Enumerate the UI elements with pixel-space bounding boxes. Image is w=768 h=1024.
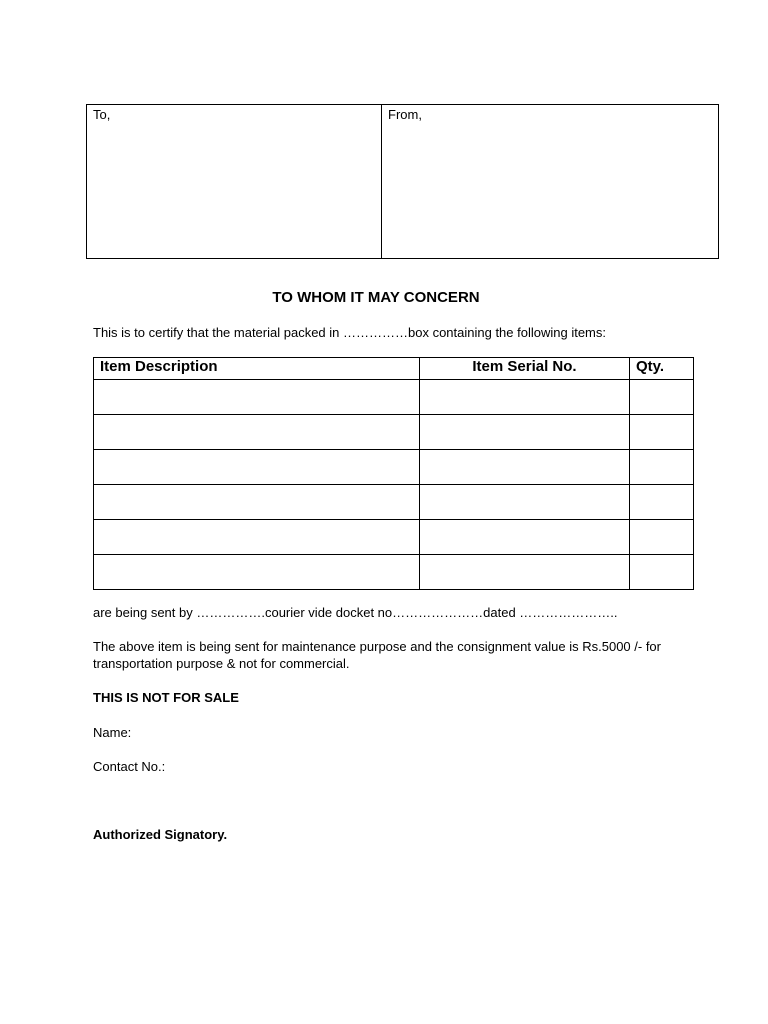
cell-item-description bbox=[94, 450, 420, 485]
cell-item-description bbox=[94, 380, 420, 415]
cell-item-description bbox=[94, 415, 420, 450]
table-row bbox=[94, 415, 694, 450]
cell-item-description bbox=[94, 485, 420, 520]
cell-item-description bbox=[94, 520, 420, 555]
table-row bbox=[94, 520, 694, 555]
header-item-description: Item Description bbox=[94, 358, 420, 380]
header-qty: Qty. bbox=[630, 358, 694, 380]
cell-qty bbox=[630, 520, 694, 555]
table-row bbox=[94, 555, 694, 590]
from-label: From, bbox=[388, 107, 422, 122]
cell-qty bbox=[630, 415, 694, 450]
cell-item-serial-no bbox=[420, 520, 630, 555]
cell-qty bbox=[630, 485, 694, 520]
not-for-sale-notice: THIS IS NOT FOR SALE bbox=[93, 690, 239, 705]
authorized-signatory: Authorized Signatory. bbox=[93, 827, 228, 842]
cell-item-serial-no bbox=[420, 485, 630, 520]
name-label: Name: bbox=[93, 725, 132, 740]
sent-by-text: are being sent by …………….courier vide docket no…………………dated ………………….. bbox=[93, 605, 618, 620]
contact-label: Contact No.: bbox=[93, 759, 166, 774]
cell-item-serial-no bbox=[420, 555, 630, 590]
to-label: To, bbox=[93, 107, 111, 122]
document-title: TO WHOM IT MAY CONCERN bbox=[272, 289, 480, 306]
cell-qty bbox=[630, 450, 694, 485]
cell-item-serial-no bbox=[420, 450, 630, 485]
table-header-row bbox=[94, 358, 694, 380]
to-address-cell bbox=[87, 105, 382, 258]
table-row bbox=[94, 485, 694, 520]
table-row bbox=[94, 380, 694, 415]
purpose-text: The above item is being sent for maintenance purpose and the consignment value is Rs.5000 /- for transportation purpose & not for commercial. bbox=[93, 639, 661, 671]
table-row bbox=[94, 450, 694, 485]
items-table bbox=[93, 357, 694, 590]
from-address-cell bbox=[382, 105, 718, 258]
cell-qty bbox=[630, 555, 694, 590]
cell-item-serial-no bbox=[420, 380, 630, 415]
cell-item-serial-no bbox=[420, 415, 630, 450]
address-box bbox=[86, 104, 719, 259]
cell-item-description bbox=[94, 555, 420, 590]
cell-qty bbox=[630, 380, 694, 415]
header-item-serial-no: Item Serial No. bbox=[420, 358, 630, 380]
certify-text: This is to certify that the material packed in ……………box containing the following items: bbox=[93, 325, 606, 340]
